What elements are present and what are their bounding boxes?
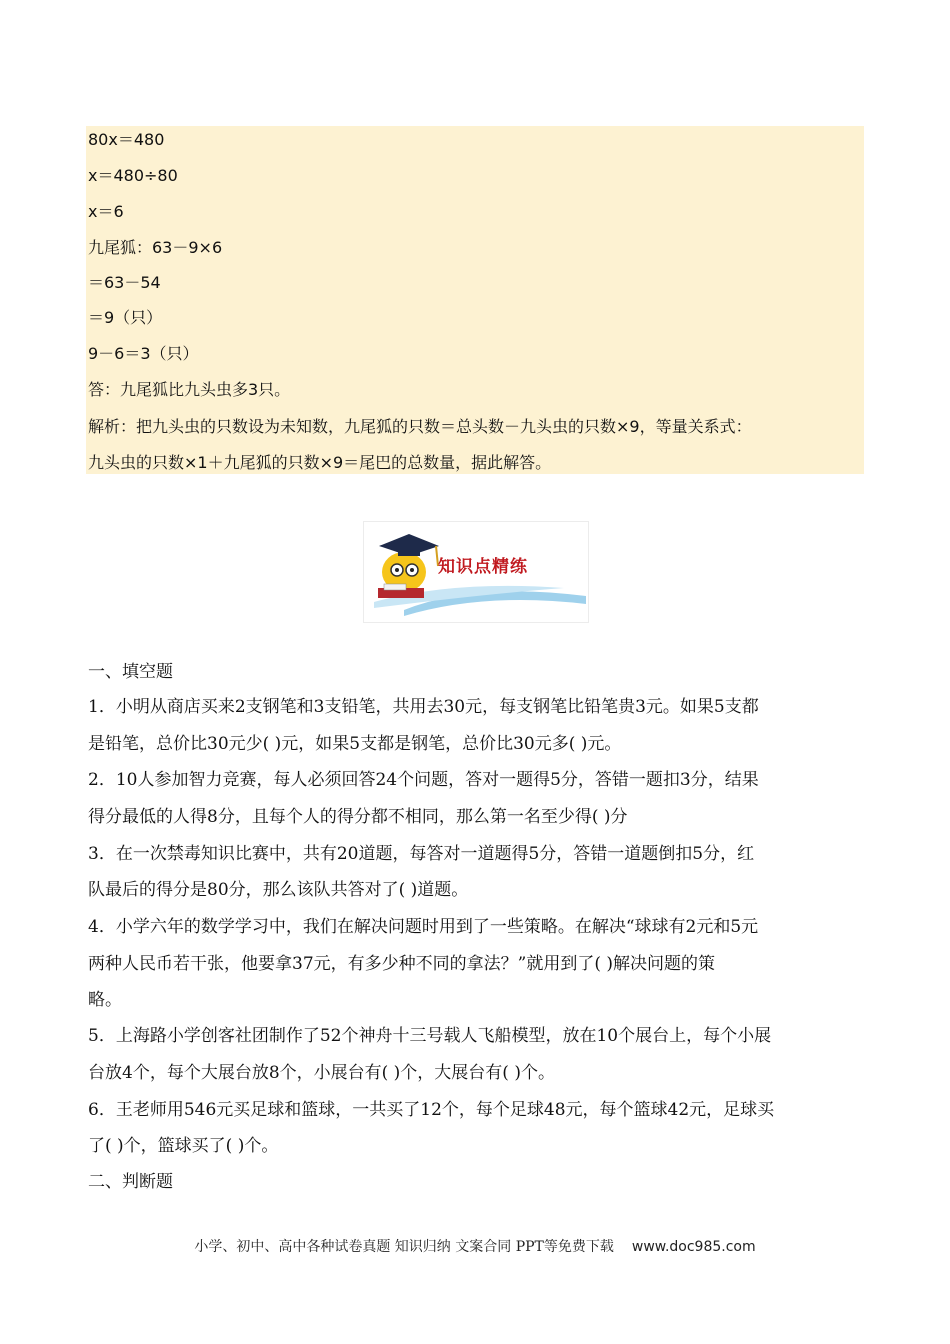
question-line: 两种人民币若干张，他要拿37元，有多少种不同的拿法？”就用到了( )解决问题的策 [88, 954, 715, 974]
footer-url[interactable]: www.doc985.com [631, 1239, 756, 1255]
question-line: 2．10人参加智力竞赛，每人必须回答24个问题，答对一题得5分，答错一题扣3分，结果 [88, 770, 759, 790]
answer-line: x＝480÷80 [88, 166, 178, 185]
question-line: 略。 [88, 990, 122, 1010]
question-line: 队最后的得分是80分，那么该队共答对了( )道题。 [88, 880, 469, 900]
section-title-fill-in: 一、填空题 [88, 662, 173, 682]
answer-line: 九尾狐：63－9×6 [88, 238, 223, 257]
question-line: 5．上海路小学创客社团制作了52个神舟十三号载人飞船模型，放在10个展台上，每个小展 [88, 1026, 772, 1046]
analysis-line: 解析：把九头虫的只数设为未知数，九尾狐的只数＝总头数－九头虫的只数×9，等量关系式： [88, 417, 752, 436]
answer-line: 9－6＝3（只） [88, 344, 199, 363]
answer-line: 80x＝480 [88, 130, 165, 149]
answer-line: ＝63－54 [88, 273, 161, 292]
question-line: 了( )个，篮球买了( )个。 [88, 1136, 279, 1156]
analysis-line: 九头虫的只数×1＋九尾狐的只数×9＝尾巴的总数量，据此解答。 [88, 453, 552, 472]
page-footer [0, 1236, 950, 1256]
answer-line: 答：九尾狐比九头虫多3只。 [88, 380, 291, 399]
question-line: 是铅笔，总价比30元少( )元，如果5支都是钢笔，总价比30元多( )元。 [88, 734, 622, 754]
question-line: 4．小学六年的数学学习中，我们在解决问题时用到了一些策略。在解决“球球有2元和5元 [88, 917, 759, 937]
section-title-true-false: 二、判断题 [88, 1172, 173, 1192]
question-line: 3．在一次禁毒知识比赛中，共有20道题，每答对一道题得5分，答错一道题倒扣5分，红 [88, 844, 755, 864]
question-line: 得分最低的人得8分，且每个人的得分都不相同，那么第一名至少得( )分 [88, 807, 628, 827]
knowledge-practice-banner [363, 521, 589, 623]
question-line: 1．小明从商店买来2支钢笔和3支铅笔，共用去30元，每支钢笔比铅笔贵3元。如果5支都 [88, 697, 759, 717]
answer-line: ＝9（只） [88, 308, 163, 327]
question-line: 台放4个，每个大展台放8个，小展台有( )个，大展台有( )个。 [88, 1063, 555, 1083]
question-line: 6．王老师用546元买足球和篮球，一共买了12个，每个足球48元，每个篮球42元，足球买 [88, 1100, 775, 1120]
answer-line: x＝6 [88, 202, 124, 221]
footer-text: 小学、初中、高中各种试卷真题 知识归纳 文案合同 PPT等免费下载 [194, 1239, 614, 1255]
banner-title: 知识点精练 [438, 557, 528, 577]
